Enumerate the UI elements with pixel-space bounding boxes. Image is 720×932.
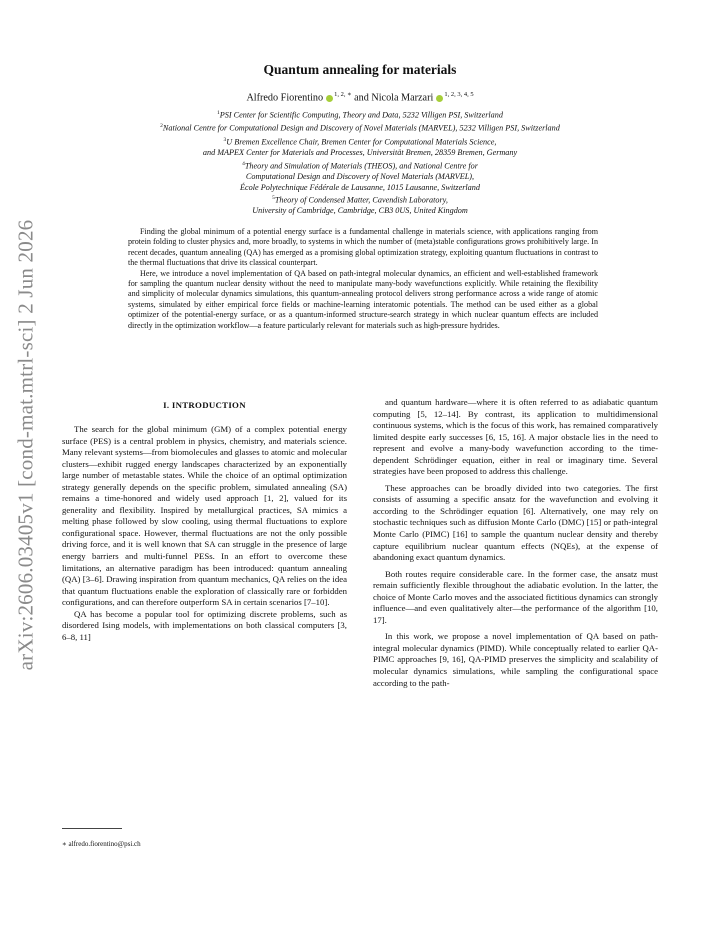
section-heading: I. INTRODUCTION bbox=[163, 400, 246, 410]
affiliation-line bbox=[0, 183, 720, 194]
paragraph: Finding the global minimum of a potential energy surface is a fundamental challenge in materials science, with applications ranging from protein folding to cluster physics and, more broadly, to systems in which the number of (meta)stable configurations grows prohibitively large. In recent decades, quantum annealing (QA) has emerged as a promising global optimization strategy, exploiting quantum fluctuations in contrast to the thermal fluctuations that drive its classical counterpart. bbox=[128, 227, 598, 268]
orcid-icon[interactable] bbox=[326, 95, 333, 102]
abstract bbox=[128, 227, 598, 331]
affiliation-text: Theory and Simulation of Materials (THEOS), and National Centre for bbox=[244, 161, 478, 171]
paragraph: and quantum hardware—where it is often referred to as adiabatic quantum computing [5, 12–14]. By contrast, its application to multidimensional continuous systems, which is the focus of this work, has remained comparatively limited despite early successes [6, 15, 16]. A major obstacle lies in the need to represent and evolve a many-body wavefunction according to the time-dependent Schrödinger equation, either in real or imaginary time. Several strategies have been proposed to address this challenge. bbox=[373, 397, 658, 477]
affiliation-text: U Bremen Excellence Chair, Bremen Center for Computational Materials Science, bbox=[226, 137, 497, 147]
orcid-icon[interactable] bbox=[436, 95, 443, 102]
paragraph: These approaches can be broadly divided into two categories. The first consists of assuming a specific ansatz for the wavefunction and evolving it according to the Schrödinger equation [6]. Alternatively, one may rely on stochastic techniques such as diffusion Monte Carlo (DMC) [15] or path-integral Monte Carlo (PIMC) [16] to sample the quantum nuclear density and thereby capture equilibrium nuclear quantum effects (NQEs), at the expense of abandoning exact quantum dynamics. bbox=[373, 482, 658, 563]
author-name[interactable]: Nicola Marzari bbox=[371, 92, 434, 104]
author-affil-marks: 1, 2, ∗ bbox=[334, 91, 352, 98]
affiliation-line bbox=[0, 172, 720, 183]
affiliation-line bbox=[0, 108, 720, 121]
affiliation-line bbox=[0, 159, 720, 172]
footnote: ∗ alfredo.fiorentino@psi.ch bbox=[62, 840, 141, 848]
affiliation-text: Theory of Condensed Matter, Cavendish Laboratory, bbox=[274, 195, 448, 205]
author-name[interactable]: Alfredo Fiorentino bbox=[246, 92, 324, 104]
affiliation-line bbox=[0, 206, 720, 217]
affiliation-text: PSI Center for Scientific Computing, Theory and Data, 5232 Villigen PSI, Switzerland bbox=[219, 110, 503, 120]
author-affil-marks: 1, 2, 3, 4, 5 bbox=[444, 91, 474, 98]
paragraph: In this work, we propose a novel implementation of QA based on path-integral molecular dynamics (PIMD). While conceptually related to earlier QA-PIMC approaches [9, 16], QA-PIMD preserves the simplicity and scalability of molecular dynamics simulations, while sampling the configurational space according to the path- bbox=[373, 631, 658, 688]
paragraph: QA has become a popular tool for optimizing discrete problems, such as disordered Ising models, with implementations on both classical computers [3, 6–8, 11] bbox=[62, 608, 347, 642]
author-line bbox=[0, 90, 720, 103]
paragraph: Both routes require considerable care. In the former case, the ansatz must remain sufficiently flexible throughout the adiabatic evolution. In the latter, the choice of Monte Carlo moves and the associated fictitious dynamics can strongly influence—and even qualitatively alter—the performance of the algorithm [10, 17]. bbox=[373, 568, 658, 625]
affiliation-text: and MAPEX Center for Materials and Processes, Universität Bremen, 28359 Bremen, Germany bbox=[202, 147, 518, 157]
affiliation-line bbox=[0, 121, 720, 134]
affiliation-number: 3 bbox=[223, 136, 227, 143]
paragraph: The search for the global minimum (GM) of a complex potential energy surface (PES) is a central problem in physics, chemistry, and materials science. Many relevant systems—from biomolecules and glasses to atomic and molecular clusters—exhibit rugged energy landscapes characterized by an exponentially large number of metastable states. While the choice of an optimal optimization strategy generally depends on the specific problem, simulated annealing (SA) remains a time-honored and widely used approach [1, 2], valued for its generality and flexibility. Inspired by metallurgical practices, SA mimics a melting phase followed by slow cooling, using thermal fluctuations to explore configurational space. However, thermal fluctuations are not the only possible driving force, and it is well known that SA can struggle in the presence of large energy barriers and multi-funnel PESs. In an effort to overcome these limitations, an alternative paradigm has been introduced: quantum annealing (QA) [3–6]. Drawing inspiration from quantum mechanics, QA relies on the idea that quantum fluctuations enable the exploration of classically rare or forbidden configurations, and can therefore outperform SA in certain scenarios [7–10]. bbox=[62, 424, 347, 608]
affiliation-line bbox=[0, 193, 720, 206]
affiliation-number: 2 bbox=[160, 123, 163, 130]
affiliation-text: University of Cambridge, Cambridge, CB3 0US, United Kingdom bbox=[252, 206, 468, 216]
affiliation-number: 4 bbox=[242, 160, 245, 167]
arxiv-stamp: arXiv:2606.03405v1 [cond-mat.mtrl-sci] 2 Jun 2026 bbox=[13, 219, 38, 671]
paper-title: Quantum annealing for materials bbox=[263, 62, 457, 77]
affiliation-text: Computational Design and Discovery of Novel Materials (MARVEL), bbox=[245, 171, 475, 181]
affiliation-text: École Polytechnique Fédérale de Lausanne, 1015 Lausanne, Switzerland bbox=[240, 182, 480, 192]
left-column bbox=[62, 424, 347, 643]
affiliation-text: National Centre for Computational Design and Discovery of Novel Materials (MARVEL), 5232 Villigen PSI, Switzerland bbox=[162, 124, 560, 134]
affiliation-number: 5 bbox=[272, 195, 275, 202]
affiliation-number: 1 bbox=[217, 110, 220, 116]
right-column bbox=[373, 397, 658, 689]
footnote-rule bbox=[62, 828, 122, 829]
paragraph: Here, we introduce a novel implementation of QA based on path-integral molecular dynamics, an efficient and well-established framework for sampling the quantum nuclear density without the need to manipulate many-body wavefunctions explicitly. While retaining the flexibility and simplicity of molecular dynamics simulations, this quantum-annealing protocol delivers strong performance across a wide range of atomic systems, simulated by either empirical force fields or machine-learning interatomic potentials. The method can be used either as a global optimizer of the potential-energy surface, or as a quantum-informed structure-search strategy in which nuclear quantum effects are included directly in the optimization workflow—a feature particularly relevant for materials such as high-pressure hydrides. bbox=[128, 268, 598, 330]
affiliations bbox=[0, 108, 720, 217]
affiliation-line bbox=[0, 135, 720, 148]
author-conjunction: and bbox=[354, 92, 369, 104]
affiliation-line bbox=[0, 148, 720, 159]
